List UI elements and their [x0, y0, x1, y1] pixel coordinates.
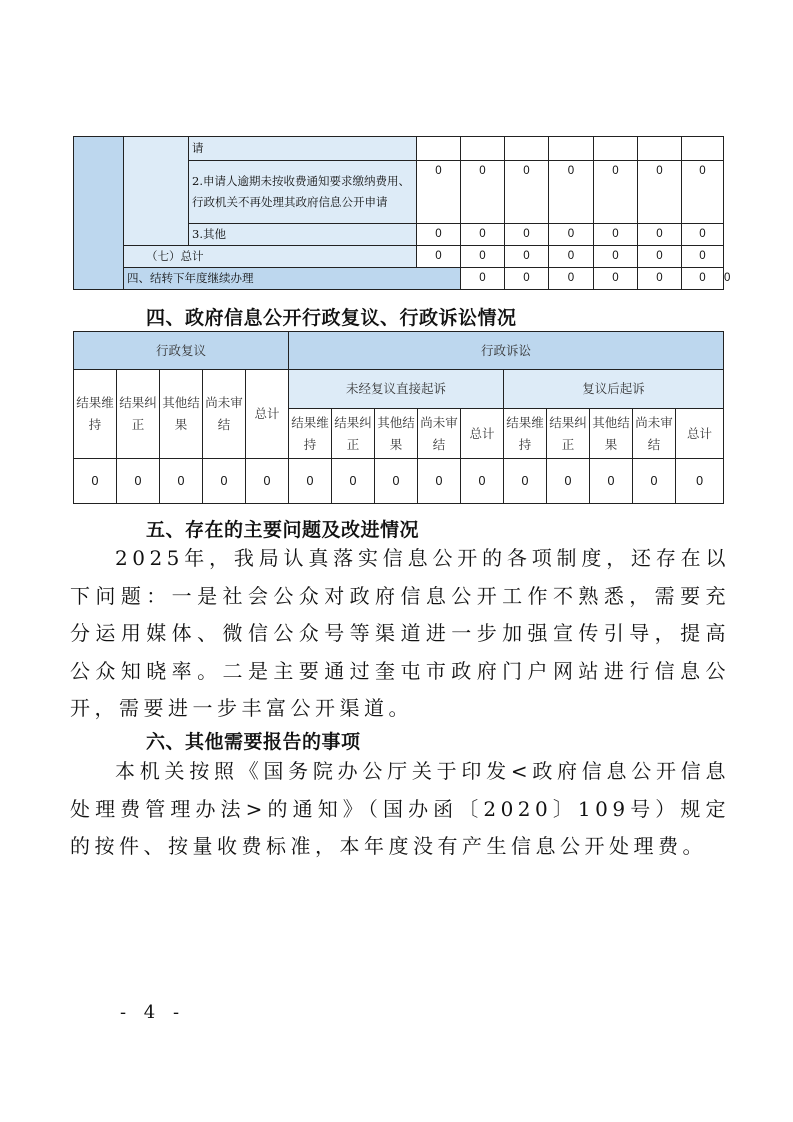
cell: 0 — [594, 161, 638, 224]
cell: 0 — [461, 224, 505, 246]
paragraph: 本机关按照《国务院办公厅关于印发<政府信息公开信息处理费管理办法>的通知》（国办函〔2020〕109号）规定的按件、按量收费标准，本年度没有产生信息公开处理费。 — [70, 759, 730, 858]
col-header: 结果纠正 — [332, 409, 375, 459]
cell: 0 — [549, 246, 594, 268]
col-header: 尚未审结 — [203, 370, 246, 459]
col-header: 其他结果 — [375, 409, 418, 459]
cell — [638, 137, 682, 161]
category-cell — [74, 137, 124, 290]
review-litigation-table — [73, 331, 724, 504]
cell — [505, 137, 549, 161]
cell: 0 — [594, 224, 638, 246]
table-row: 四、结转下年度继续办理 0 0 0 0 0 0 0 — [74, 268, 724, 290]
col-header: 总计 — [246, 370, 289, 459]
cell — [594, 137, 638, 161]
cell: 0 — [590, 459, 633, 504]
cell: 0 — [505, 161, 549, 224]
cell: 0 — [461, 459, 504, 504]
cell — [461, 137, 505, 161]
row-label: 请 — [189, 137, 417, 161]
col-header: 尚未审结 — [418, 409, 461, 459]
cell: 0 — [417, 246, 461, 268]
cell: 0 — [638, 268, 682, 290]
row-label: 四、结转下年度继续办理 — [124, 268, 461, 290]
cell — [417, 137, 461, 161]
col-header: 结果维持 — [289, 409, 332, 459]
cell: 0 — [417, 161, 461, 224]
table-row — [74, 246, 724, 268]
table-row — [74, 459, 724, 504]
table-header-row — [74, 370, 724, 409]
section-5-body — [70, 540, 730, 728]
section-heading-6: 六、其他需要报告的事项 — [146, 731, 361, 753]
cell: 0 — [682, 224, 724, 246]
cell — [549, 137, 594, 161]
col-header: 结果维持 — [504, 409, 547, 459]
subcategory-cell — [124, 137, 189, 246]
table-row — [74, 137, 724, 161]
cell: 0 — [418, 459, 461, 504]
col-header: 其他结果 — [590, 409, 633, 459]
col-header: 总计 — [676, 409, 724, 459]
cell: 0 — [505, 268, 549, 290]
cell: 0 — [117, 459, 160, 504]
cell: 0 — [682, 246, 724, 268]
table-header-row — [74, 332, 724, 370]
cell: 0 — [74, 459, 117, 504]
cell: 0 — [289, 459, 332, 504]
cell: 0 — [461, 246, 505, 268]
group-header-review: 行政复议 — [74, 332, 289, 370]
col-header: 其他结果 — [160, 370, 203, 459]
cell: 0 — [682, 268, 724, 290]
cell: 0 — [246, 459, 289, 504]
subgroup-header-after: 复议后起诉 — [504, 370, 724, 409]
cell: 0 — [594, 268, 638, 290]
cell: 0 — [547, 459, 590, 504]
cell: 0 — [505, 246, 549, 268]
cell: 0 — [682, 161, 724, 224]
cell: 0 — [375, 459, 418, 504]
cell: 0 — [504, 459, 547, 504]
page-number: - 4 - — [120, 1002, 186, 1023]
section-heading-4: 四、政府信息公开行政复议、行政诉讼情况 — [146, 307, 517, 329]
col-header: 尚未审结 — [633, 409, 676, 459]
col-header: 结果维持 — [74, 370, 117, 459]
cell: 0 — [160, 459, 203, 504]
cell: 0 — [461, 268, 505, 290]
col-header: 总计 — [461, 409, 504, 459]
cell: 0 — [549, 268, 594, 290]
cell: 0 — [638, 161, 682, 224]
cell: 0 — [638, 246, 682, 268]
col-header: 结果纠正 — [117, 370, 160, 459]
cell: 0 — [638, 224, 682, 246]
section-heading-5: 五、存在的主要问题及改进情况 — [146, 519, 420, 541]
row-label: 3.其他 — [189, 224, 417, 246]
cell: 0 — [332, 459, 375, 504]
cell: 0 — [461, 161, 505, 224]
col-header: 结果纠正 — [547, 409, 590, 459]
paragraph: 2025年，我局认真落实信息公开的各项制度，还存在以下问题：一是社会公众对政府信息公开工作不熟悉，需要充分运用媒体、微信公众号等渠道进一步加强宣传引导，提高公众知晓率。二是主要通过奎屯市政府门户网站进行信息公开，需要进一步丰富公开渠道。 — [70, 546, 730, 720]
cell: 0 — [417, 224, 461, 246]
cell: 0 — [549, 224, 594, 246]
group-header-litigation: 行政诉讼 — [289, 332, 724, 370]
cell: 0 — [549, 161, 594, 224]
cell: 0 — [594, 246, 638, 268]
row-label: 2.申请人逾期未按收费通知要求缴纳费用、行政机关不再处理其政府信息公开申请 — [189, 161, 417, 224]
row-label: （七）总计 — [124, 246, 417, 268]
subgroup-header-direct: 未经复议直接起诉 — [289, 370, 504, 409]
request-handling-table — [73, 136, 731, 290]
cell: 0 — [505, 224, 549, 246]
cell: 0 — [203, 459, 246, 504]
cell: 0 — [676, 459, 724, 504]
cell — [682, 137, 724, 161]
cell: 0 — [633, 459, 676, 504]
section-6-body — [70, 753, 730, 866]
